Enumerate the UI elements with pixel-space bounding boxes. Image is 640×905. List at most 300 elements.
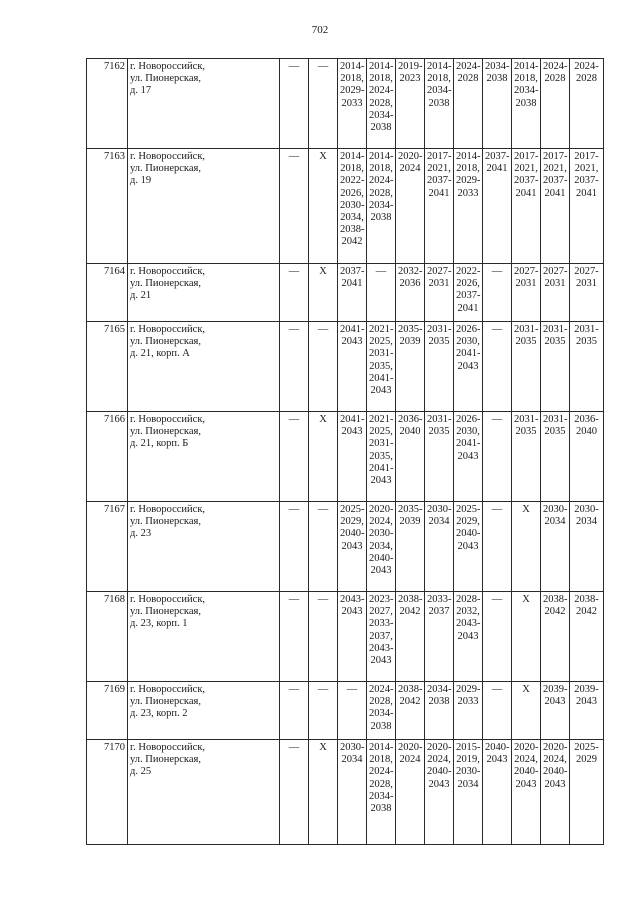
period-line: 2043 bbox=[457, 450, 479, 462]
address-line: д. 21, корп. А bbox=[130, 348, 190, 360]
registry-table-body bbox=[87, 59, 604, 845]
period-cell bbox=[309, 59, 338, 149]
period-line: 2029- bbox=[456, 684, 481, 695]
period-line: 2029, bbox=[456, 516, 480, 528]
period-line: 2020- bbox=[543, 742, 568, 753]
period-line: 2026, bbox=[456, 278, 480, 290]
period-line: 2042 bbox=[576, 606, 597, 618]
period-line: 2030- bbox=[456, 766, 481, 778]
period-line: 2026, bbox=[340, 187, 364, 199]
period-line: — bbox=[288, 324, 300, 335]
period-cell bbox=[454, 412, 483, 502]
period-cell bbox=[454, 592, 483, 682]
period-cell bbox=[541, 592, 570, 682]
period-line: 2031- bbox=[369, 438, 394, 450]
period-cell bbox=[483, 322, 512, 412]
period-line: 2025- bbox=[574, 742, 599, 753]
registry-table bbox=[86, 58, 604, 845]
period-cell bbox=[396, 322, 425, 412]
period-line: 2029- bbox=[340, 85, 365, 97]
period-line: 2031 bbox=[515, 278, 537, 290]
period-line: 2028, bbox=[369, 97, 393, 109]
address-line: д. 21, корп. Б bbox=[130, 438, 189, 450]
period-line: 2024 bbox=[399, 754, 421, 766]
period-line: 2037- bbox=[543, 175, 568, 187]
address-line: г. Новороссийск, bbox=[130, 151, 206, 162]
period-line: 2041- bbox=[340, 324, 365, 335]
period-line: 2014- bbox=[369, 151, 394, 162]
period-line: 2028- bbox=[456, 594, 481, 605]
period-line: 2014- bbox=[514, 61, 539, 72]
period-cell bbox=[280, 149, 309, 264]
period-line: 2039 bbox=[399, 516, 421, 528]
period-line: 2024, bbox=[427, 754, 451, 766]
period-line: 2031- bbox=[574, 324, 599, 335]
period-line: 2037 bbox=[428, 606, 450, 618]
period-line: 2043 bbox=[544, 778, 566, 790]
address-cell bbox=[128, 592, 280, 682]
period-line: 2041- bbox=[456, 438, 481, 450]
period-line: — bbox=[317, 324, 329, 335]
period-line: 2035, bbox=[369, 450, 393, 462]
address-line: ул. Пионерская, bbox=[130, 426, 201, 438]
period-line: 2027- bbox=[543, 266, 568, 277]
period-cell bbox=[483, 502, 512, 592]
period-line: 2026- bbox=[456, 414, 481, 425]
period-cell bbox=[396, 502, 425, 592]
period-line: — bbox=[288, 151, 300, 162]
period-line: 2029 bbox=[576, 754, 597, 766]
period-cell bbox=[309, 322, 338, 412]
period-cell bbox=[367, 502, 396, 592]
period-line: 2018, bbox=[456, 163, 480, 175]
period-line: 2041- bbox=[369, 462, 394, 474]
period-cell bbox=[367, 322, 396, 412]
period-line: 2021, bbox=[427, 163, 451, 175]
period-line: 2034- bbox=[427, 85, 452, 97]
page-number: 702 bbox=[311, 24, 329, 36]
period-cell bbox=[512, 592, 541, 682]
period-cell bbox=[454, 59, 483, 149]
period-cell bbox=[425, 149, 454, 264]
period-line: 2034 bbox=[576, 516, 597, 528]
period-line: 2020- bbox=[369, 504, 394, 515]
period-cell bbox=[338, 322, 367, 412]
period-line: — bbox=[288, 414, 300, 425]
period-line: 2024 bbox=[399, 163, 421, 175]
period-line: 2036- bbox=[574, 414, 599, 425]
period-line: 2043 bbox=[428, 778, 450, 790]
period-line: 2034- bbox=[369, 708, 394, 720]
address-line: ул. Пионерская, bbox=[130, 163, 201, 175]
period-line: 2042 bbox=[544, 606, 566, 618]
period-line: 2036 bbox=[399, 278, 421, 290]
period-line: 2041 bbox=[341, 278, 363, 290]
period-line: — bbox=[288, 504, 300, 515]
address-line: ул. Пионерская, bbox=[130, 278, 201, 290]
period-line: 2021, bbox=[514, 163, 538, 175]
table-row bbox=[87, 412, 604, 502]
period-line: 2041 bbox=[515, 187, 537, 199]
period-line: 2021, bbox=[543, 163, 567, 175]
period-line: — bbox=[288, 266, 300, 277]
row-number: 7165 bbox=[87, 322, 128, 412]
period-line: 2036- bbox=[398, 414, 423, 425]
period-line: 2038 bbox=[370, 122, 392, 134]
period-line: 2024- bbox=[369, 85, 394, 97]
period-line: 2035 bbox=[544, 336, 566, 348]
period-line: 2043 bbox=[544, 696, 566, 708]
period-line: 2018, bbox=[369, 754, 393, 766]
period-cell bbox=[280, 322, 309, 412]
period-line: 2020- bbox=[427, 742, 452, 753]
period-line: — bbox=[317, 504, 329, 515]
period-cell bbox=[309, 740, 338, 845]
period-line: 2043 bbox=[576, 696, 597, 708]
period-cell bbox=[570, 592, 604, 682]
period-line: 2034 bbox=[457, 778, 479, 790]
period-line: 2034- bbox=[514, 85, 539, 97]
period-line: 2043 bbox=[515, 778, 537, 790]
period-cell bbox=[396, 682, 425, 740]
period-cell bbox=[338, 149, 367, 264]
period-line: 2024- bbox=[456, 61, 481, 72]
period-cell bbox=[454, 322, 483, 412]
period-line: 2028 bbox=[457, 73, 479, 85]
period-cell bbox=[280, 264, 309, 322]
period-line: 2035 bbox=[428, 336, 450, 348]
period-line: 2035 bbox=[428, 426, 450, 438]
period-line: 2026- bbox=[456, 324, 481, 335]
period-cell bbox=[367, 412, 396, 502]
period-line: 2040- bbox=[456, 528, 481, 540]
period-cell bbox=[425, 592, 454, 682]
period-cell bbox=[512, 412, 541, 502]
period-line: 2039- bbox=[543, 684, 568, 695]
period-line: 2035 bbox=[515, 336, 537, 348]
address-cell bbox=[128, 740, 280, 845]
period-cell bbox=[309, 682, 338, 740]
period-line: 2028 bbox=[544, 73, 566, 85]
period-line: 2038 bbox=[428, 97, 450, 109]
period-line: 2043 bbox=[370, 655, 392, 667]
period-cell bbox=[338, 740, 367, 845]
period-line: — bbox=[288, 61, 300, 72]
period-line: 2017- bbox=[427, 151, 452, 162]
period-line: 2022- bbox=[456, 266, 481, 277]
period-line: 2040- bbox=[427, 766, 452, 778]
period-line: 2040 bbox=[576, 426, 597, 438]
period-cell bbox=[541, 149, 570, 264]
period-cell bbox=[512, 264, 541, 322]
period-line: 2031 bbox=[544, 278, 566, 290]
period-line: Х bbox=[319, 151, 327, 162]
address-line: г. Новороссийск, bbox=[130, 742, 206, 753]
period-line: 2034- bbox=[369, 199, 394, 211]
period-line: 2031 bbox=[576, 278, 597, 290]
period-line: 2035 bbox=[544, 426, 566, 438]
period-line: 2033 bbox=[457, 696, 479, 708]
address-line: д. 23 bbox=[130, 528, 152, 540]
period-cell bbox=[570, 412, 604, 502]
period-cell bbox=[512, 682, 541, 740]
address-line: г. Новороссийск, bbox=[130, 266, 206, 277]
period-cell bbox=[512, 149, 541, 264]
period-line: — bbox=[491, 594, 503, 605]
period-cell bbox=[396, 412, 425, 502]
period-line: 2034- bbox=[369, 790, 394, 802]
period-line: 2028, bbox=[369, 696, 393, 708]
period-cell bbox=[338, 59, 367, 149]
period-cell bbox=[541, 59, 570, 149]
period-line: 2025- bbox=[340, 504, 365, 515]
period-line: 2043 bbox=[486, 754, 508, 766]
period-line: 2043 bbox=[341, 336, 363, 348]
period-line: 2018, bbox=[369, 73, 393, 85]
period-line: 2030- bbox=[369, 528, 394, 540]
period-line: 2027, bbox=[369, 606, 393, 618]
period-cell bbox=[396, 59, 425, 149]
period-line: 2024- bbox=[369, 175, 394, 187]
row-number: 7162 bbox=[87, 59, 128, 149]
row-number: 7163 bbox=[87, 149, 128, 264]
period-line: 2024, bbox=[543, 754, 567, 766]
period-line: 2027- bbox=[514, 266, 539, 277]
period-line: 2017- bbox=[514, 151, 539, 162]
period-line: 2039 bbox=[399, 336, 421, 348]
table-row bbox=[87, 322, 604, 412]
period-cell bbox=[512, 740, 541, 845]
address-line: ул. Пионерская, bbox=[130, 754, 201, 766]
address-cell bbox=[128, 412, 280, 502]
address-line: г. Новороссийск, bbox=[130, 594, 206, 605]
period-line: 2033 bbox=[457, 187, 479, 199]
period-cell bbox=[367, 592, 396, 682]
period-line: 2043 bbox=[457, 540, 479, 552]
period-line: — bbox=[288, 594, 300, 605]
period-line: 2018, bbox=[514, 73, 538, 85]
period-line: 2019- bbox=[398, 61, 423, 72]
period-cell bbox=[280, 740, 309, 845]
period-line: 2017- bbox=[543, 151, 568, 162]
period-line: 2040- bbox=[369, 552, 394, 564]
period-cell bbox=[570, 322, 604, 412]
period-cell bbox=[425, 682, 454, 740]
period-line: 2037- bbox=[574, 175, 599, 187]
period-line: 2043 bbox=[457, 360, 479, 372]
address-line: г. Новороссийск, bbox=[130, 324, 206, 335]
address-cell bbox=[128, 682, 280, 740]
period-line: 2041- bbox=[340, 414, 365, 425]
address-line: г. Новороссийск, bbox=[130, 504, 206, 515]
period-cell bbox=[338, 264, 367, 322]
period-line: 2033 bbox=[341, 97, 363, 109]
period-line: 2030- bbox=[340, 199, 365, 211]
period-cell bbox=[512, 502, 541, 592]
period-line: — bbox=[491, 414, 503, 425]
period-line: 2024- bbox=[543, 61, 568, 72]
period-line: 2034- bbox=[485, 61, 510, 72]
period-cell bbox=[280, 412, 309, 502]
period-line: Х bbox=[522, 594, 530, 605]
period-line: 2024- bbox=[369, 766, 394, 778]
period-line: 2014- bbox=[456, 151, 481, 162]
period-cell bbox=[425, 59, 454, 149]
period-cell bbox=[570, 264, 604, 322]
period-cell bbox=[280, 502, 309, 592]
period-line: 2030- bbox=[340, 742, 365, 753]
table-row bbox=[87, 682, 604, 740]
period-line: 2029, bbox=[340, 516, 364, 528]
period-line: 2038 bbox=[486, 73, 508, 85]
period-line: 2025- bbox=[456, 504, 481, 515]
period-cell bbox=[309, 264, 338, 322]
period-cell bbox=[396, 592, 425, 682]
period-cell bbox=[454, 149, 483, 264]
period-line: — bbox=[317, 684, 329, 695]
period-line: 2034 bbox=[341, 754, 363, 766]
period-line: 2031- bbox=[514, 324, 539, 335]
period-line: — bbox=[317, 594, 329, 605]
period-line: 2031 bbox=[428, 278, 450, 290]
period-cell bbox=[541, 740, 570, 845]
row-number: 7166 bbox=[87, 412, 128, 502]
period-line: 2041 bbox=[428, 187, 450, 199]
period-line: 2030- bbox=[574, 504, 599, 515]
address-line: г. Новороссийск, bbox=[130, 684, 206, 695]
period-line: 2030, bbox=[456, 426, 480, 438]
period-cell bbox=[454, 264, 483, 322]
period-line: 2040- bbox=[543, 766, 568, 778]
period-line: 2018, bbox=[427, 73, 451, 85]
period-cell bbox=[570, 149, 604, 264]
period-line: 2038 bbox=[428, 696, 450, 708]
period-cell bbox=[367, 264, 396, 322]
period-line: 2041 bbox=[544, 187, 566, 199]
period-line: — bbox=[491, 324, 503, 335]
address-line: ул. Пионерская, bbox=[130, 606, 201, 618]
period-cell bbox=[280, 59, 309, 149]
period-cell bbox=[512, 59, 541, 149]
address-line: д. 21 bbox=[130, 290, 152, 302]
address-line: ул. Пионерская, bbox=[130, 336, 201, 348]
period-cell bbox=[483, 412, 512, 502]
period-line: 2020- bbox=[398, 151, 423, 162]
period-cell bbox=[396, 264, 425, 322]
period-line: 2022- bbox=[340, 175, 365, 187]
period-line: 2015- bbox=[456, 742, 481, 753]
address-line: д. 19 bbox=[130, 175, 152, 187]
period-line: 2037- bbox=[340, 266, 365, 277]
row-number: 7170 bbox=[87, 740, 128, 845]
period-line: 2034- bbox=[427, 684, 452, 695]
period-line: 2031- bbox=[543, 324, 568, 335]
period-line: Х bbox=[319, 414, 327, 425]
period-line: 2014- bbox=[369, 742, 394, 753]
address-cell bbox=[128, 59, 280, 149]
period-line: 2025, bbox=[369, 336, 393, 348]
period-cell bbox=[541, 322, 570, 412]
period-line: 2043- bbox=[340, 594, 365, 605]
period-line: 2019, bbox=[456, 754, 480, 766]
period-line: — bbox=[491, 266, 503, 277]
period-line: 2014- bbox=[340, 61, 365, 72]
period-line: 2031- bbox=[514, 414, 539, 425]
period-line: 2020- bbox=[514, 742, 539, 753]
period-cell bbox=[309, 592, 338, 682]
period-line: 2024, bbox=[369, 516, 393, 528]
period-line: 2018, bbox=[369, 163, 393, 175]
period-line: — bbox=[491, 684, 503, 695]
period-line: 2037- bbox=[485, 151, 510, 162]
period-line: 2033- bbox=[369, 618, 394, 630]
period-cell bbox=[425, 412, 454, 502]
period-line: 2043- bbox=[369, 642, 394, 654]
address-line: ул. Пионерская, bbox=[130, 516, 201, 528]
period-cell bbox=[367, 149, 396, 264]
period-cell bbox=[541, 682, 570, 740]
period-line: — bbox=[375, 266, 387, 277]
period-line: 2040- bbox=[340, 528, 365, 540]
period-cell bbox=[570, 740, 604, 845]
period-line: 2023- bbox=[369, 594, 394, 605]
period-cell bbox=[338, 412, 367, 502]
period-cell bbox=[483, 592, 512, 682]
period-line: 2033- bbox=[427, 594, 452, 605]
period-line: Х bbox=[522, 504, 530, 515]
period-line: 2043 bbox=[341, 426, 363, 438]
table-row bbox=[87, 592, 604, 682]
period-line: 2027- bbox=[427, 266, 452, 277]
period-line: 2034, bbox=[340, 212, 364, 224]
address-cell bbox=[128, 502, 280, 592]
address-line: г. Новороссийск, bbox=[130, 414, 206, 425]
period-cell bbox=[309, 412, 338, 502]
table-row bbox=[87, 149, 604, 264]
period-line: 2040- bbox=[485, 742, 510, 753]
period-line: 2035 bbox=[576, 336, 597, 348]
period-cell bbox=[570, 682, 604, 740]
period-line: 2018, bbox=[340, 163, 364, 175]
address-line: д. 23, корп. 1 bbox=[130, 618, 188, 630]
period-line: 2043- bbox=[456, 618, 481, 630]
table-row bbox=[87, 59, 604, 149]
period-line: 2034- bbox=[369, 109, 394, 121]
period-line: 2038- bbox=[574, 594, 599, 605]
period-line: 2041- bbox=[369, 372, 394, 384]
period-line: 2043 bbox=[341, 540, 363, 552]
period-cell bbox=[570, 502, 604, 592]
period-cell bbox=[338, 592, 367, 682]
table-row bbox=[87, 502, 604, 592]
period-cell bbox=[338, 502, 367, 592]
period-cell bbox=[338, 682, 367, 740]
period-line: 2034 bbox=[428, 516, 450, 528]
period-line: 2038- bbox=[398, 594, 423, 605]
period-line: 2042 bbox=[399, 696, 421, 708]
period-cell bbox=[454, 682, 483, 740]
period-line: 2035- bbox=[398, 324, 423, 335]
period-line: — bbox=[317, 61, 329, 72]
period-cell bbox=[425, 264, 454, 322]
period-line: 2037- bbox=[427, 175, 452, 187]
period-line: 2038 bbox=[370, 803, 392, 815]
period-line: 2014- bbox=[340, 151, 365, 162]
period-line: 2038 bbox=[370, 212, 392, 224]
period-line: 2028, bbox=[369, 778, 393, 790]
period-line: 2031- bbox=[427, 414, 452, 425]
period-cell bbox=[425, 740, 454, 845]
